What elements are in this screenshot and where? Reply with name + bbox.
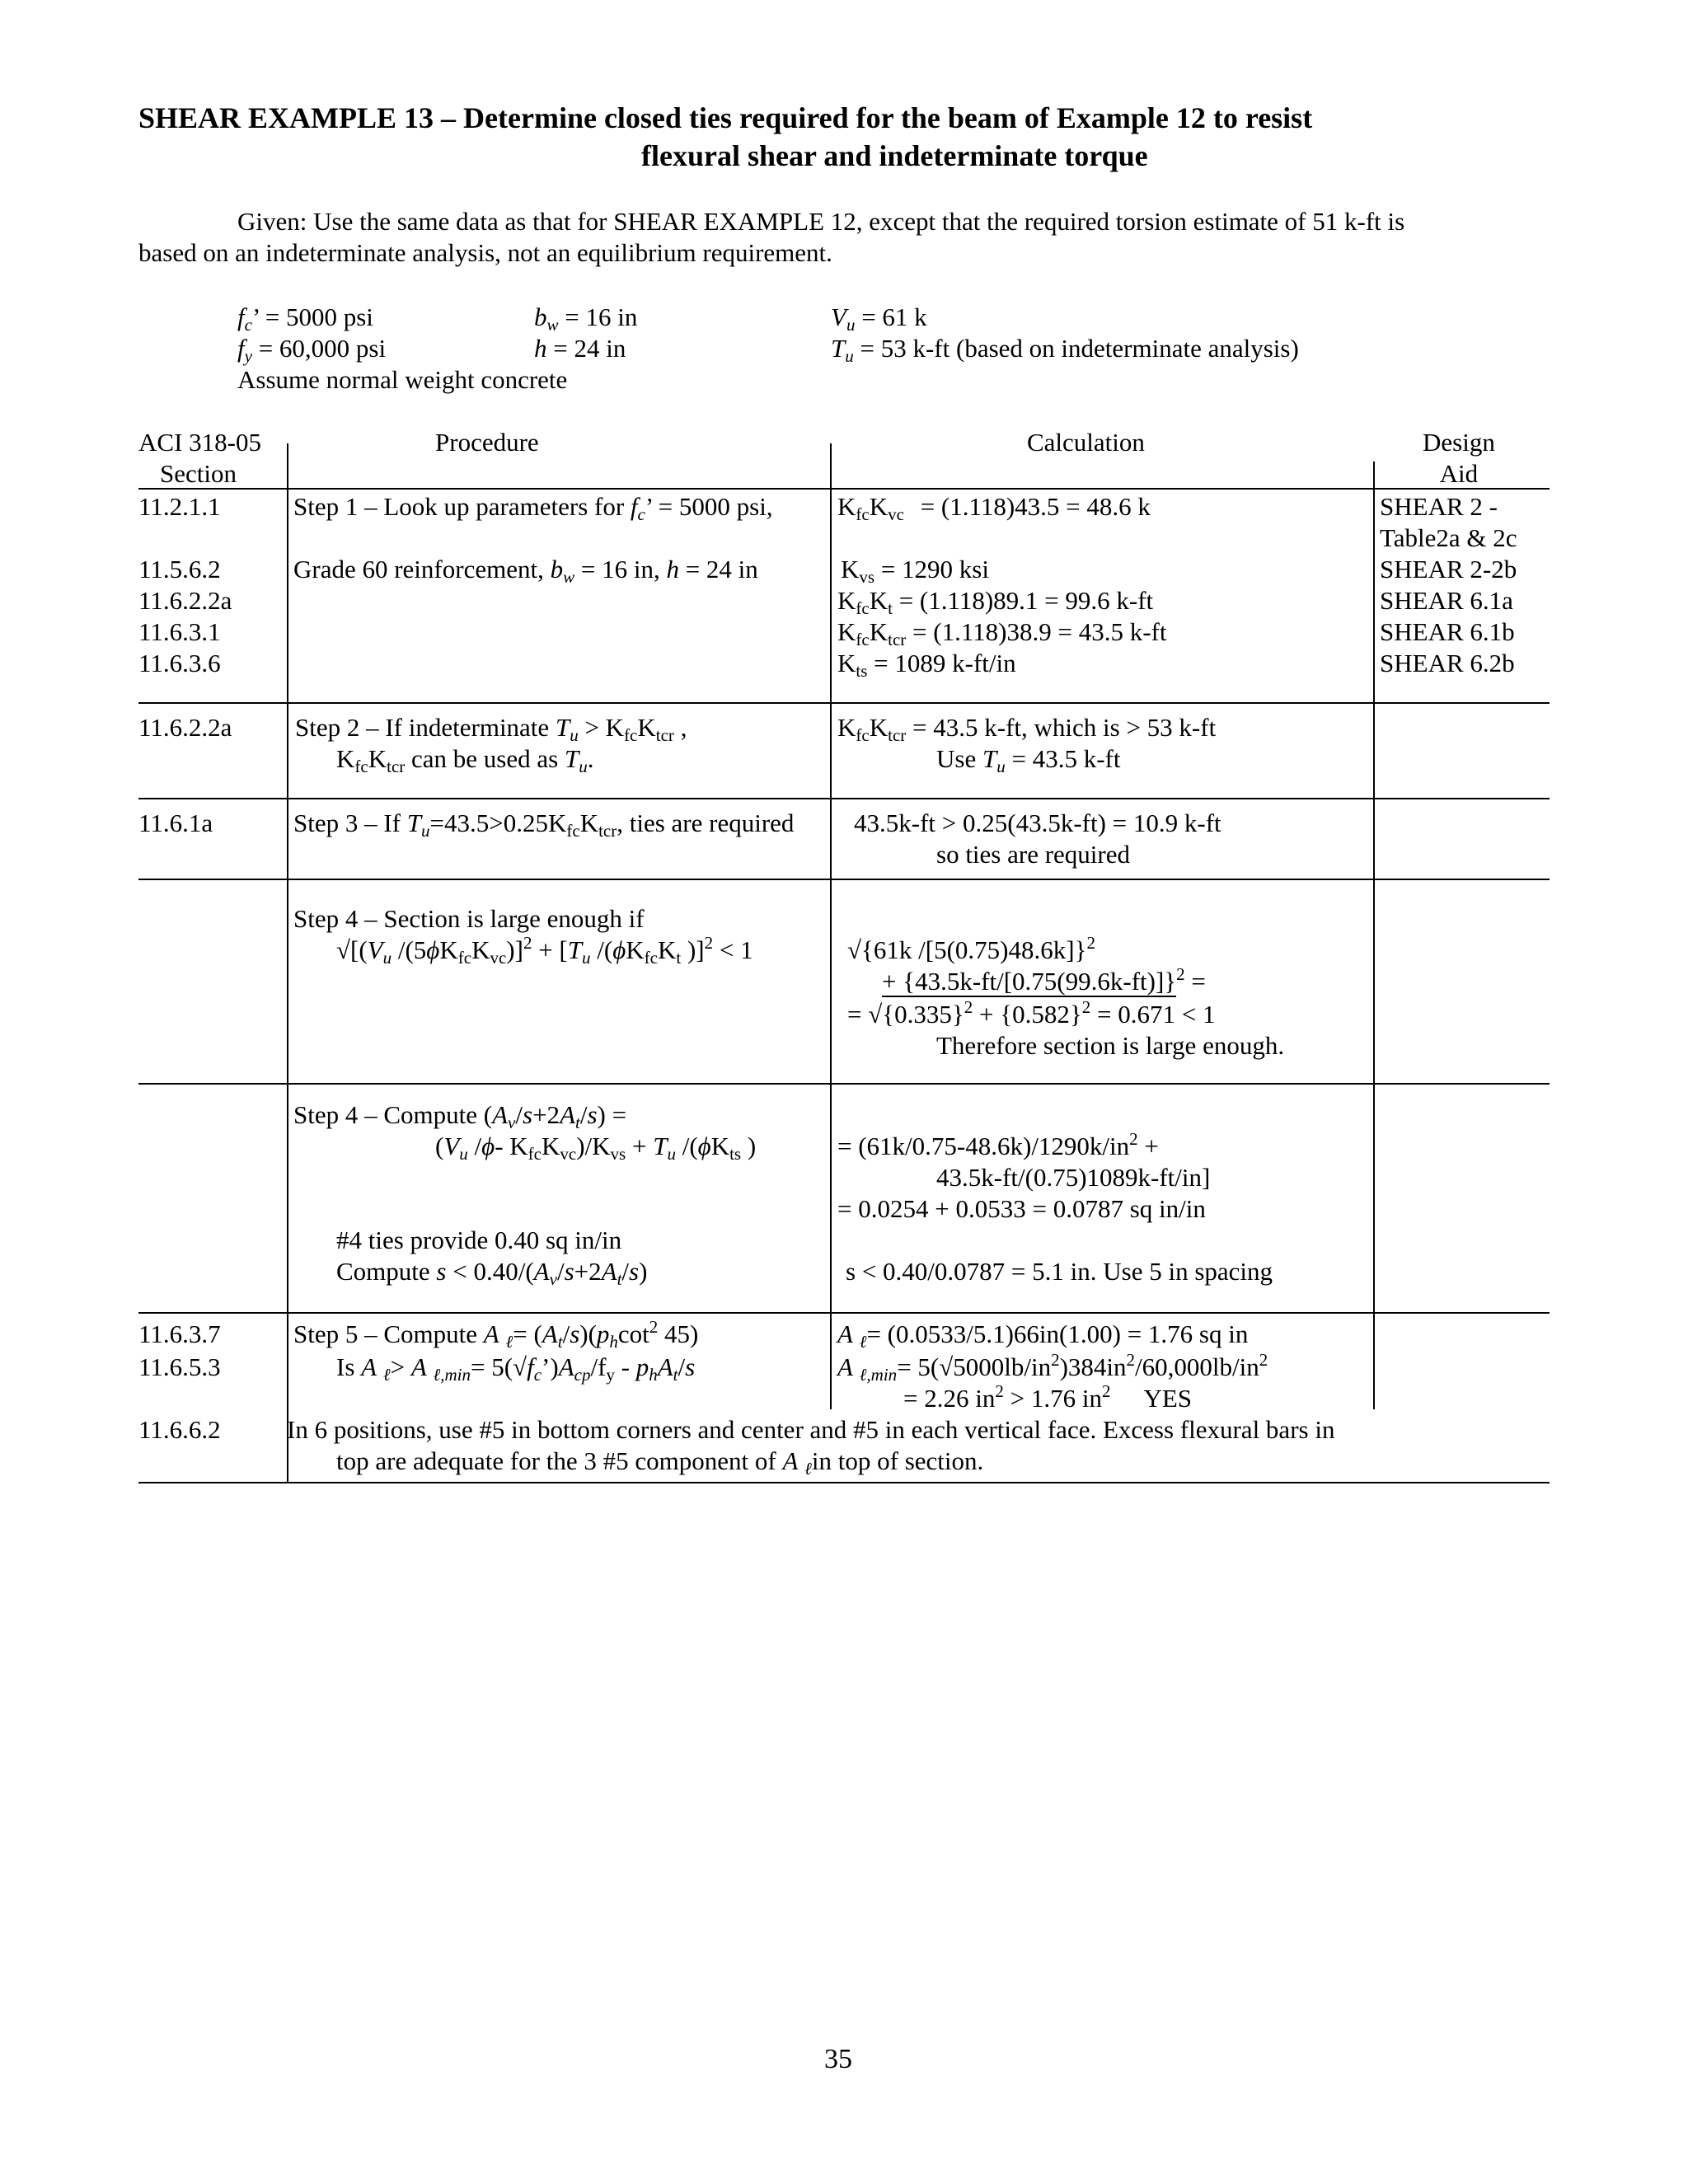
section-11-6-5-3: 11.6.5.3 bbox=[138, 1352, 221, 1381]
divider-calculation-aid bbox=[1373, 462, 1375, 1409]
row-rule-5 bbox=[138, 1312, 1550, 1314]
section-11-2-1-1: 11.2.1.1 bbox=[138, 492, 221, 521]
step1-calc-kfckt: $K_{fc}K_t = (1.118)89.1 = 99.6$ k-ft bbox=[837, 586, 1154, 618]
step5-procedure-line1: Step 5 – Compute A $_\ell= (A_t/s)(p_h\cot^2$ 45) bbox=[293, 1317, 699, 1352]
step1-calc-kfckvc: $K_{fc}K_{vc} = (1.118)43.5 = 48.6$ k bbox=[837, 492, 1151, 524]
param-fc: $f_c$’ = 5000 psi bbox=[237, 302, 373, 335]
step2-calc-line1: $K_{fc}K_{tcr} = 43.5$ k-ft, which is > 53 k-ft bbox=[837, 713, 1217, 745]
step3-calc-line1: 43.5k-ft > 0.25(43.5k-ft) = 10.9 k-ft bbox=[854, 808, 1221, 837]
divider-procedure-calculation bbox=[830, 443, 832, 1409]
step1-procedure-line2: Grade 60 reinforcement, $b_w = 16$ in, h = 24 in bbox=[293, 555, 758, 587]
step4b-calc-line3: = 0.0254 + 0.0533 = 0.0787 sq in/in bbox=[837, 1194, 1206, 1223]
param-vu: $V_u = 61$ k bbox=[831, 302, 927, 335]
divider-section-procedure bbox=[287, 443, 288, 1483]
step1-aid-shear2: SHEAR 2 - bbox=[1380, 492, 1498, 521]
step5-calc-line2: A $_{\ell,min}= 5(√5000lb/in^2)384in^2/60,000lb/in^2$ bbox=[837, 1350, 1268, 1385]
header-rule bbox=[138, 488, 1550, 490]
section-11-6-6-2: 11.6.6.2 bbox=[138, 1415, 221, 1444]
given-line-1: Given: Use the same data as that for SHEAR EXAMPLE 12, except that the required torsion estimate of 51 k-ft is bbox=[237, 207, 1405, 236]
section-11-5-6-2: 11.5.6.2 bbox=[138, 555, 221, 583]
param-h: h = 24 in bbox=[534, 334, 626, 363]
step4a-calc-line4: Therefore section is large enough. bbox=[936, 1031, 1285, 1060]
final-note-line1: In 6 positions, use #5 in bottom corners and center and #5 in each vertical face. Excess flexural bars in bbox=[287, 1415, 1335, 1444]
section-11-6-2-2a-b: 11.6.2.2a bbox=[138, 713, 232, 742]
given-paragraph bbox=[138, 206, 1540, 269]
step2-procedure-line2: $K_{fc}K_{tcr}$ can be used as $T_u$. bbox=[336, 744, 594, 776]
step4a-calc-line1: √{61k /[5(0.75)48.6k]}$^2$ bbox=[847, 933, 1095, 964]
step4b-calc-line4: s < 0.40/0.0787 = 5.1 in. Use 5 in spacing bbox=[846, 1257, 1273, 1286]
section-11-6-3-7: 11.6.3.7 bbox=[138, 1319, 221, 1348]
step4a-calc-line3: = $√\{0.335\}^2 + \{0.582\}^2 = 0.671 < 1$ bbox=[847, 997, 1216, 1029]
section-11-6-1a: 11.6.1a bbox=[138, 808, 213, 837]
step1-aid-shear-6-1b: SHEAR 6.1b bbox=[1380, 617, 1515, 646]
title-line-2: flexural shear and indeterminate torque bbox=[641, 139, 1148, 172]
header-calculation: Calculation bbox=[1027, 428, 1145, 457]
table-bottom-rule bbox=[138, 1482, 1550, 1483]
step1-calc-kvs: $K_{vs} = 1290$ ksi bbox=[841, 555, 989, 587]
step1-aid-shear-6-2b: SHEAR 6.2b bbox=[1380, 649, 1515, 677]
row-rule-1 bbox=[138, 702, 1550, 704]
final-note-line2: top are adequate for the 3 #5 component of A $_\ell$in top of section. bbox=[336, 1446, 984, 1479]
param-bw: $b_w = 16$ in bbox=[534, 302, 638, 335]
row-rule-2 bbox=[138, 798, 1550, 799]
step1-aid-shear-6-1a: SHEAR 6.1a bbox=[1380, 586, 1513, 615]
step3-procedure: Step 3 – If $T_u=43.5>0.25K_{fc}K_{tcr}$, ties are required bbox=[293, 808, 795, 841]
header-procedure: Procedure bbox=[435, 428, 539, 457]
header-aci-section: ACI 318-05 Section bbox=[138, 428, 261, 488]
row-rule-3 bbox=[138, 879, 1550, 880]
section-11-6-2-2a: 11.6.2.2a bbox=[138, 586, 232, 615]
step4a-procedure-formula: $√[(V_u$ $/(5\phi K_{fc}K_{vc})]^2 + [T_u$ $/(\phi K_{fc}K_t$ )]$^2$ < 1 bbox=[336, 933, 753, 968]
param-fy: $f_y = 60,000$ psi bbox=[237, 334, 387, 366]
step4b-procedure-line1: Step 4 – Compute $(A_v/s+2A_t/s)$ = bbox=[293, 1100, 627, 1132]
given-line-2: based on an indeterminate analysis, not an equilibrium requirement. bbox=[138, 238, 832, 267]
param-assumption: Assume normal weight concrete bbox=[237, 365, 568, 394]
step4b-calc-line2: 43.5k-ft/(0.75)1089k-ft/in] bbox=[936, 1163, 1211, 1192]
title-line-1: SHEAR EXAMPLE 13 – Determine closed ties required for the beam of Example 12 to resist bbox=[138, 101, 1313, 134]
given-parameters bbox=[237, 302, 1474, 396]
step4b-procedure-line3: #4 ties provide 0.40 sq in/in bbox=[336, 1226, 622, 1254]
step1-procedure-line1: Step 1 – Look up parameters for $f_c$’ = 5000 psi, bbox=[293, 492, 773, 524]
section-11-6-3-6: 11.6.3.6 bbox=[138, 649, 221, 677]
row-rule-4 bbox=[138, 1083, 1550, 1085]
step1-aid-table2a: Table2a & 2c bbox=[1380, 523, 1517, 552]
step5-calc-line3: = 2.26 $in^2 > 1.76$ $in^2$ YES bbox=[903, 1381, 1193, 1413]
step1-aid-shear-2-2b: SHEAR 2-2b bbox=[1380, 555, 1517, 583]
header-design-aid: Design Aid bbox=[1423, 428, 1495, 488]
step3-calc-line2: so ties are required bbox=[936, 840, 1130, 869]
step4b-calc-line1: = $(61k/0.75-48.6k)/1290k/in^2$ + bbox=[837, 1129, 1159, 1160]
step4b-procedure-formula: ($V_u$ /ϕ- $K_{fc}K_{vc})/K_{vs} + T_u$ $/(\phi K_{ts}$ ) bbox=[435, 1132, 757, 1164]
step4a-calc-line2: + $\{43.5k-ft/[0.75(99.6k-ft)]\}^2$ = bbox=[882, 964, 1206, 996]
step5-calc-line1: A $_\ell$= (0.0533/5.1)66in(1.00) = 1.76 sq in bbox=[837, 1319, 1249, 1352]
page-title bbox=[138, 99, 1540, 175]
step2-procedure-line1: Step 2 – If indeterminate $T_u > K_{fc}K_{tcr}$ , bbox=[295, 713, 687, 745]
step5-procedure-line2: Is A $_\ell$> A $_{\ell,min}= 5(√f_c’)A_{cp}/f_y - p_hA_t/s$ bbox=[336, 1352, 696, 1385]
step2-calc-line2: Use $T_u = 43.5$ k-ft bbox=[936, 744, 1121, 776]
step1-calc-kts: $K_{ts} = 1089$ k-ft/in bbox=[837, 649, 1016, 681]
step1-calc-kfcktcr: $K_{fc}K_{tcr} = (1.118)38.9 = 43.5$ k-ft bbox=[837, 617, 1167, 649]
step4b-procedure-line4: Compute $s < 0.40/(A_v/s+2A_t/s)$ bbox=[336, 1257, 648, 1289]
page-number: 35 bbox=[824, 2044, 852, 2074]
step4a-procedure-line1: Step 4 – Section is large enough if bbox=[293, 904, 645, 933]
param-tu: $T_u = 53$ k-ft (based on indeterminate analysis) bbox=[831, 334, 1299, 366]
section-11-6-3-1: 11.6.3.1 bbox=[138, 617, 221, 646]
